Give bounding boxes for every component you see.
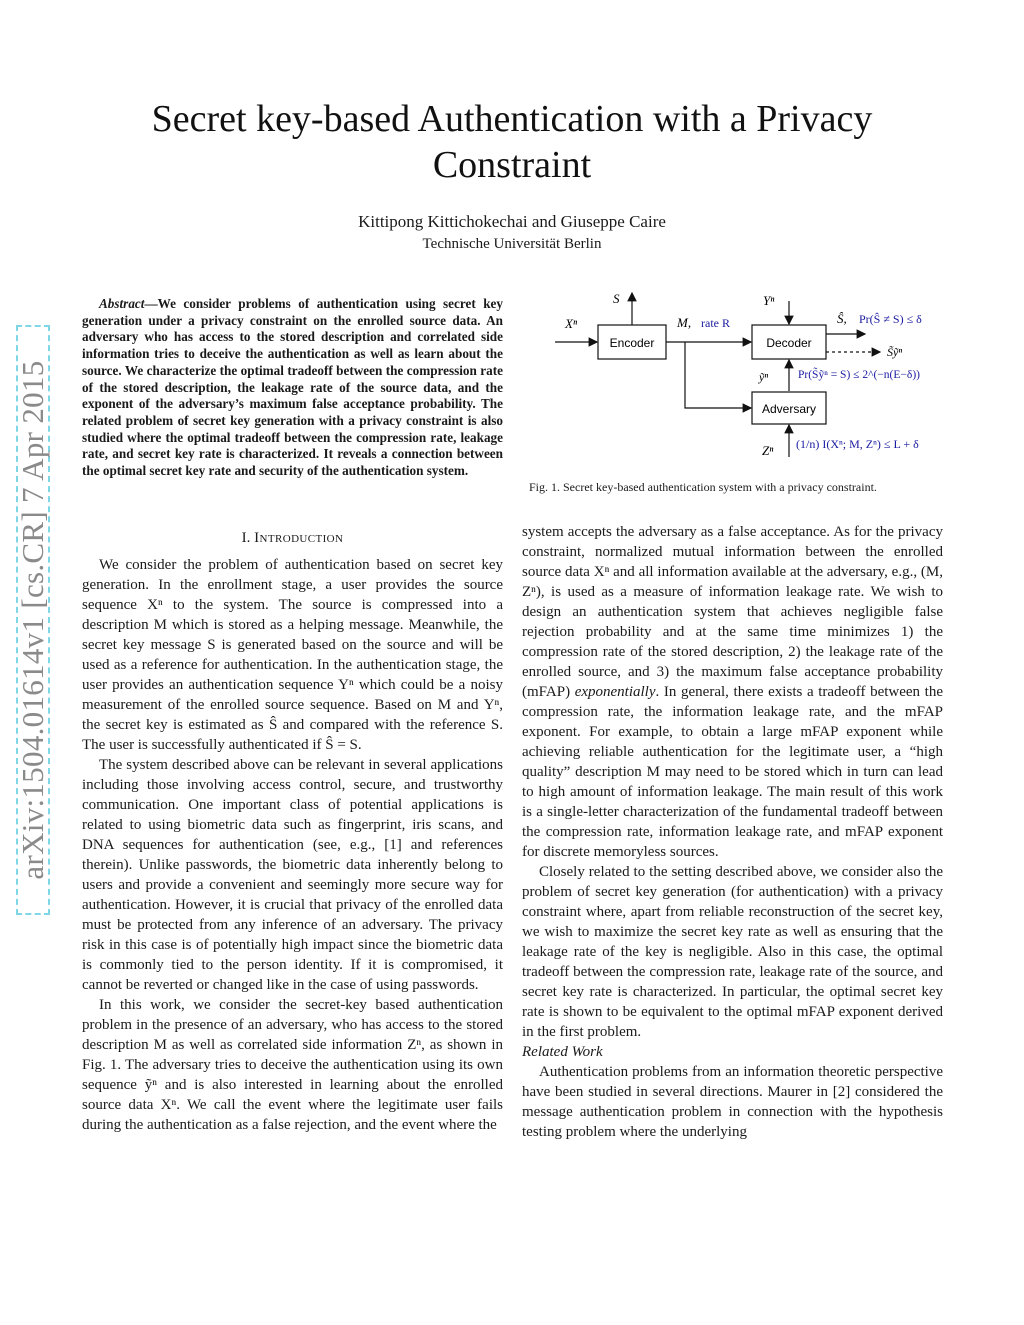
paragraph-1: We consider the problem of authentication based on secret key generation. In the enrollment stage, a user provides the source sequence Xⁿ to the system. The source is compressed into a description M which is stored as a helping message. Meanwhile, the secret key message S is generated based on the source and will be used as a reference for authentication. In the authentication stage, the user provides an authentication sequence Yⁿ which could be a noisy measurement of the enrolled source sequence. Based on M and Yⁿ, the secret key is estimated as Ŝ and compared with the reference S. The user is successfully authenticated if Ŝ = S. <box>82 557 503 753</box>
figure-caption: Fig. 1. Secret key-based authentication system with a privacy constraint. <box>529 480 877 494</box>
paragraph-4-emphasis: exponentially <box>574 684 656 700</box>
affiliation: Technische Universität Berlin <box>422 236 602 252</box>
label-pr-error: Pr(Ŝ ≠ S) ≤ δ <box>859 312 922 326</box>
label-s-tilde: S̃ỹⁿ <box>887 345 903 359</box>
label-z-in: Zⁿ <box>762 443 774 458</box>
label-y-tilde: ỹⁿ <box>759 370 769 384</box>
adversary-label: Adversary <box>761 402 817 416</box>
title-line-1: Secret key-based Authentication with a Privacy <box>151 98 873 140</box>
arrow-m-to-adversary <box>685 342 751 408</box>
paragraph-2: The system described above can be relevant in several applications including those involving access control, secure, and trustworthy communication. One important class of potential applications is related to using biometric data such as fingerprint, iris scans, and DNA sequences for authentication (see, e.g., [1] and references therein). Unlike passwords, the biometric data inherently belong to users and provide a convenient and seemingly more secure way for authentication. However, it is crucial that privacy of the enrolled data must be protected from any inference of an adversary. The privacy risk in this case is of potentially high impact since the biometric data is commonly tied to the person identity. If it is compromised, it cannot be reverted or changed like in the case of using passwords. <box>82 757 503 993</box>
label-m: M, <box>677 315 692 330</box>
section-title: Introduction <box>254 530 344 546</box>
paragraph-4-rest: . In general, there exists a tradeoff between the compression rate, the information leakage rate, and the mFAP exponent. For example, to obtain a large mFAP exponent while achieving reliable authentication for the legitimate user, a “high quality” description M may need to be stored which in turn can lead to high amount of information leakage. The main result of this work is a single-letter characterization of the fundamental tradeoff between the compression rate, information leakage rate, and mFAP exponent for discrete memoryless sources. <box>522 684 944 860</box>
label-s-out: S <box>613 291 620 306</box>
figure-1 <box>525 285 955 475</box>
paragraph-4 <box>522 522 943 862</box>
arxiv-stamp <box>16 325 50 915</box>
authors: Kittipong Kittichokechai and Giuseppe Caire <box>358 212 666 231</box>
paper-title <box>100 96 924 188</box>
label-s-hat: Ŝ, <box>837 311 847 326</box>
paragraph-6: Authentication problems from an information theoretic perspective have been studied in several directions. Maurer in [2] considered the message authentication problem in connection with the hypothesis testing problem where the underlying <box>522 1064 943 1140</box>
section-heading-introduction <box>82 530 503 547</box>
block-diagram <box>525 285 955 475</box>
encoder-label: Encoder <box>609 336 655 350</box>
paragraph-4-text: system accepts the adversary as a false acceptance. As for the privacy constraint, normalized mutual information between the enrolled source data Xⁿ and all information available at the adversary, e.g., (M, Zⁿ), is used as a measure of information leakage rate. We wish to design an authentication system that achieves negligible false rejection probability and at the same time minimizes 1) the compression rate of the stored description, 2) the leakage rate of the enrolled source, and 3) the maximum false acceptance probability (mFAP) <box>522 524 943 700</box>
paragraph-5: Closely related to the setting described above, we consider also the problem of secret key generation (for authentication) with a privacy constraint where, apart from reliable reconstruction of the secret key, we wish to maximize the secret key rate as well as ensuring that the leakage rate of the key is negligible. Also in this case, the optimal tradeoff between the compression rate, leakage rate of the source, and secret key rate is characterized. In particular, the optimal secret key rate is shown to be equivalent to the optimal mFAP exponent derived in the first problem. <box>522 864 943 1040</box>
subheading-related-work: Related Work <box>522 1044 603 1060</box>
right-column-body <box>522 522 943 1142</box>
abstract-text: —We consider problems of authentication using secret key generation under a privacy constraint on the enrolled source data. An adversary who has access to the stored description and correlated side information tries to deceive the authentication as well as learn about the source. We characterize the optimal tradeoff between the compression rate of the stored description, the leakage rate of the source data, and the exponent of the adversary’s maximum false acceptance probability. The related problem of secret key generation with a privacy constraint is also studied where the optimal tradeoff between the compression rate, leakage rate, and secret key rate is characterized. It reveals a connection between the optimal secret key rate and security of the authentication system. <box>82 296 503 479</box>
decoder-label: Decoder <box>766 336 812 350</box>
section-number: I. <box>241 530 255 546</box>
label-leakage: (1/n) I(Xⁿ; M, Zⁿ) ≤ L + δ <box>796 437 919 451</box>
label-pr-false-accept: Pr(S̃ỹⁿ = S) ≤ 2^(−n(E−δ)) <box>798 369 920 381</box>
label-rate: rate R <box>701 316 730 330</box>
arxiv-stamp-text: arXiv:1504.01614v1 [cs.CR] 7 Apr 2015 <box>15 360 50 880</box>
abstract <box>82 296 503 480</box>
abstract-label: Abstract <box>99 296 145 311</box>
title-line-2: Constraint <box>432 144 592 186</box>
paragraph-3: In this work, we consider the secret-key based authentication problem in the presence of an adversary, who has access to the stored description M as well as correlated side information Zⁿ, as shown in Fig. 1. The adversary tries to deceive the authentication using its own sequence ỹⁿ and is also interested in learning about the enrolled source data Xⁿ. We call the event where the legitimate user fails during the authentication as a false rejection, and the event where the <box>82 997 503 1133</box>
label-y-in: Yⁿ <box>763 293 775 308</box>
left-column-body <box>82 555 503 1135</box>
label-x-in: Xⁿ <box>565 316 578 331</box>
